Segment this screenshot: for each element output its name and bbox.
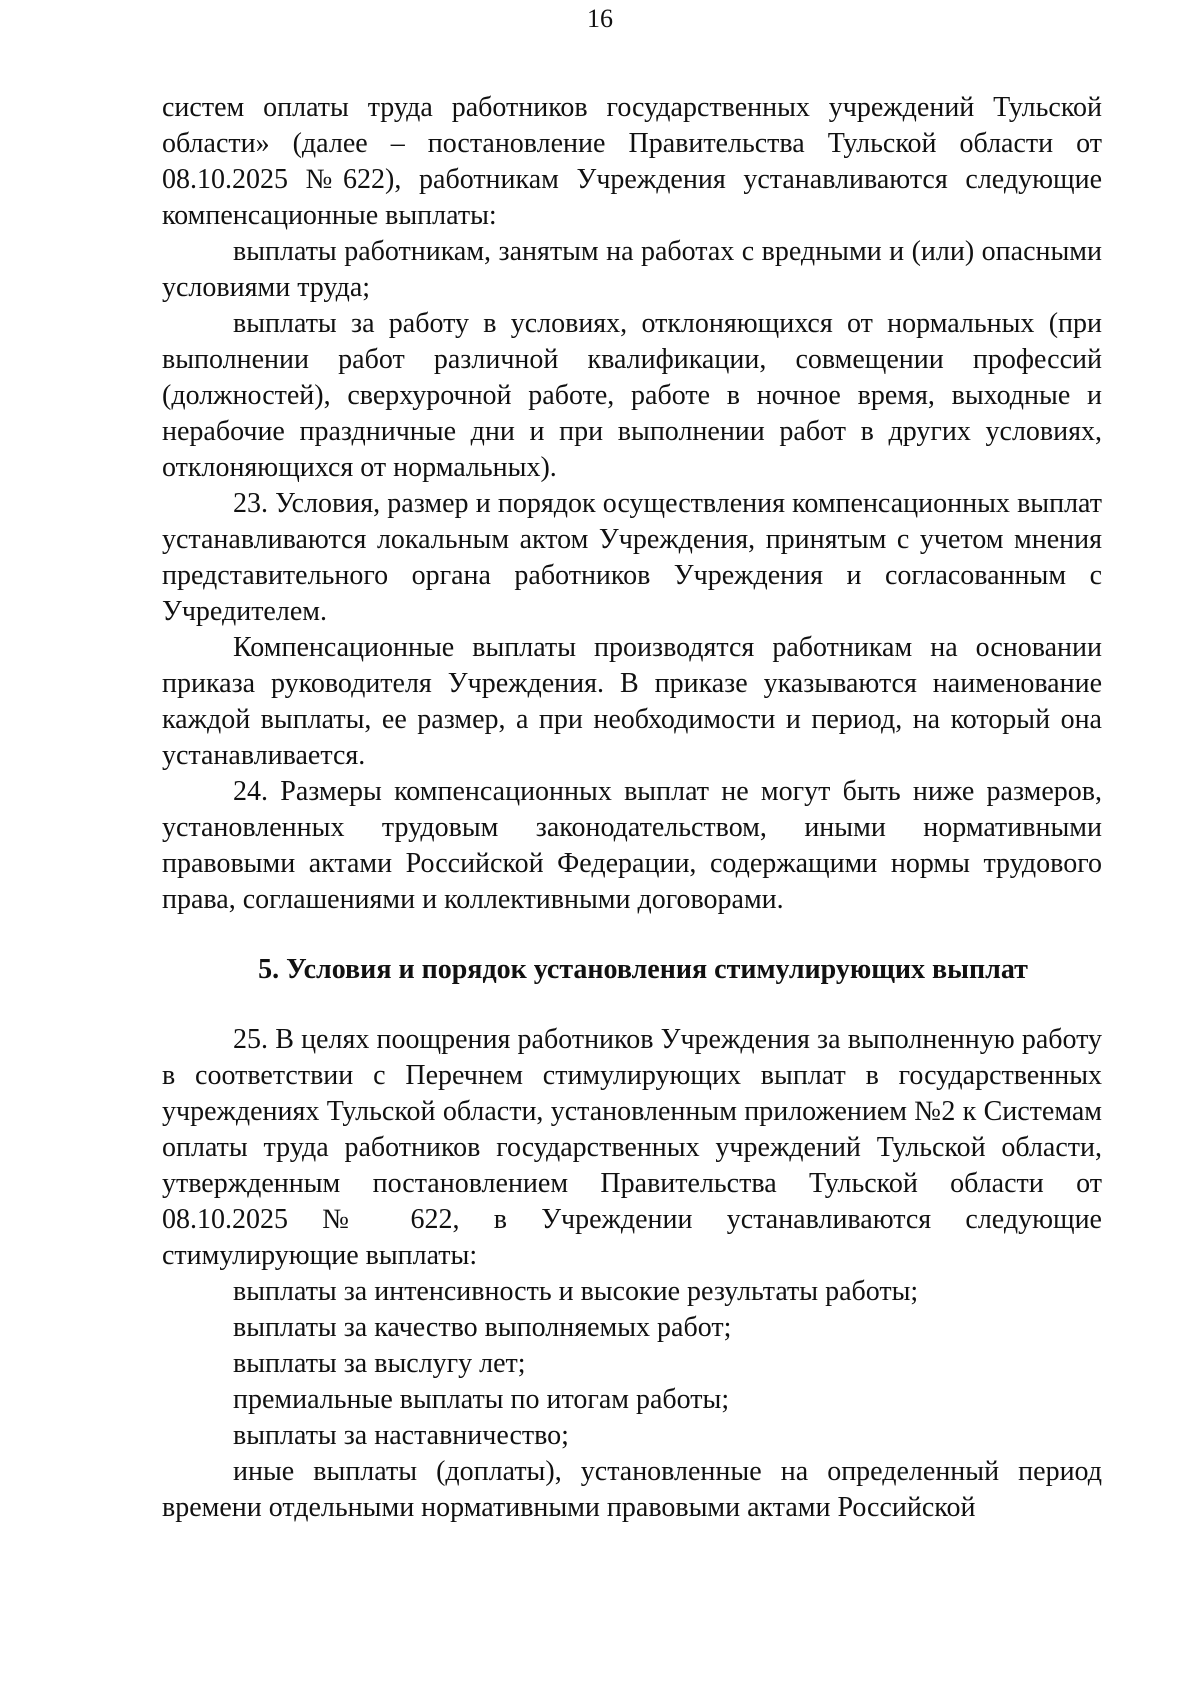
clause-23: 23. Условия, размер и порядок осуществления компенсационных выплат устанавливаются локальным актом Учреждения, принятым с учетом мнения представительного органа работников Учреждения и согласованным с Учредителем. — [162, 488, 1102, 627]
list-item-abnormal-conditions: выплаты за работу в условиях, отклоняющихся от нормальных (при выполнении работ различной квалификации, совмещении профессий (должностей), сверхурочной работе, работе в ночное время, выходные и нерабочие праздничные дни и при выполнении работ в других условиях, отклоняющихся от нормальных). — [162, 308, 1102, 483]
section-heading-5: 5. Условия и порядок установления стимулирующих выплат — [258, 954, 1028, 985]
list-item-bonus: премиальные выплаты по итогам работы; — [233, 1384, 730, 1415]
clause-23-order: Компенсационные выплаты производятся работникам на основании приказа руководителя Учреждения. В приказе указываются наименование каждой выплаты, ее размер, а при необходимости и период, на который она устанавливается. — [162, 632, 1102, 771]
list-item-mentoring: выплаты за наставничество; — [233, 1420, 569, 1451]
clause-25: 25. В целях поощрения работников Учреждения за выполненную работу в соответствии с Перечнем стимулирующих выплат в государственных учреждениях Тульской области, установленным приложением №2 к Системам оплаты труда работников государственных учреждений Тульской области, утвержденным постановлением Правительства Тульской области от 08.10.2025 № 622, в Учреждении устанавливаются следующие стимулирующие выплаты: — [162, 1024, 1102, 1271]
list-item-intensity: выплаты за интенсивность и высокие результаты работы; — [233, 1276, 919, 1307]
paragraph-continuation: систем оплаты труда работников государственных учреждений Тульской области» (далее – постановление Правительства Тульской области от 08.10.2025 №622), работникам Учреждения устанавливаются следующие компенсационные выплаты: — [162, 92, 1102, 231]
list-item-other-payments: иные выплаты (доплаты), установленные на определенный период времени отдельными нормативными правовыми актами Российской — [162, 1456, 1102, 1523]
list-item-seniority: выплаты за выслугу лет; — [233, 1348, 526, 1379]
list-item-harmful-conditions: выплаты работникам, занятым на работах с вредными и (или) опасными условиями труда; — [162, 236, 1102, 303]
clause-24: 24. Размеры компенсационных выплат не могут быть ниже размеров, установленных трудовым законодательством, иными нормативными правовыми актами Российской Федерации, содержащими нормы трудового права, соглашениями и коллективными договорами. — [162, 776, 1102, 915]
page-number: 16 — [587, 4, 613, 33]
document-body — [162, 90, 1102, 1526]
list-item-quality: выплаты за качество выполняемых работ; — [233, 1312, 732, 1343]
